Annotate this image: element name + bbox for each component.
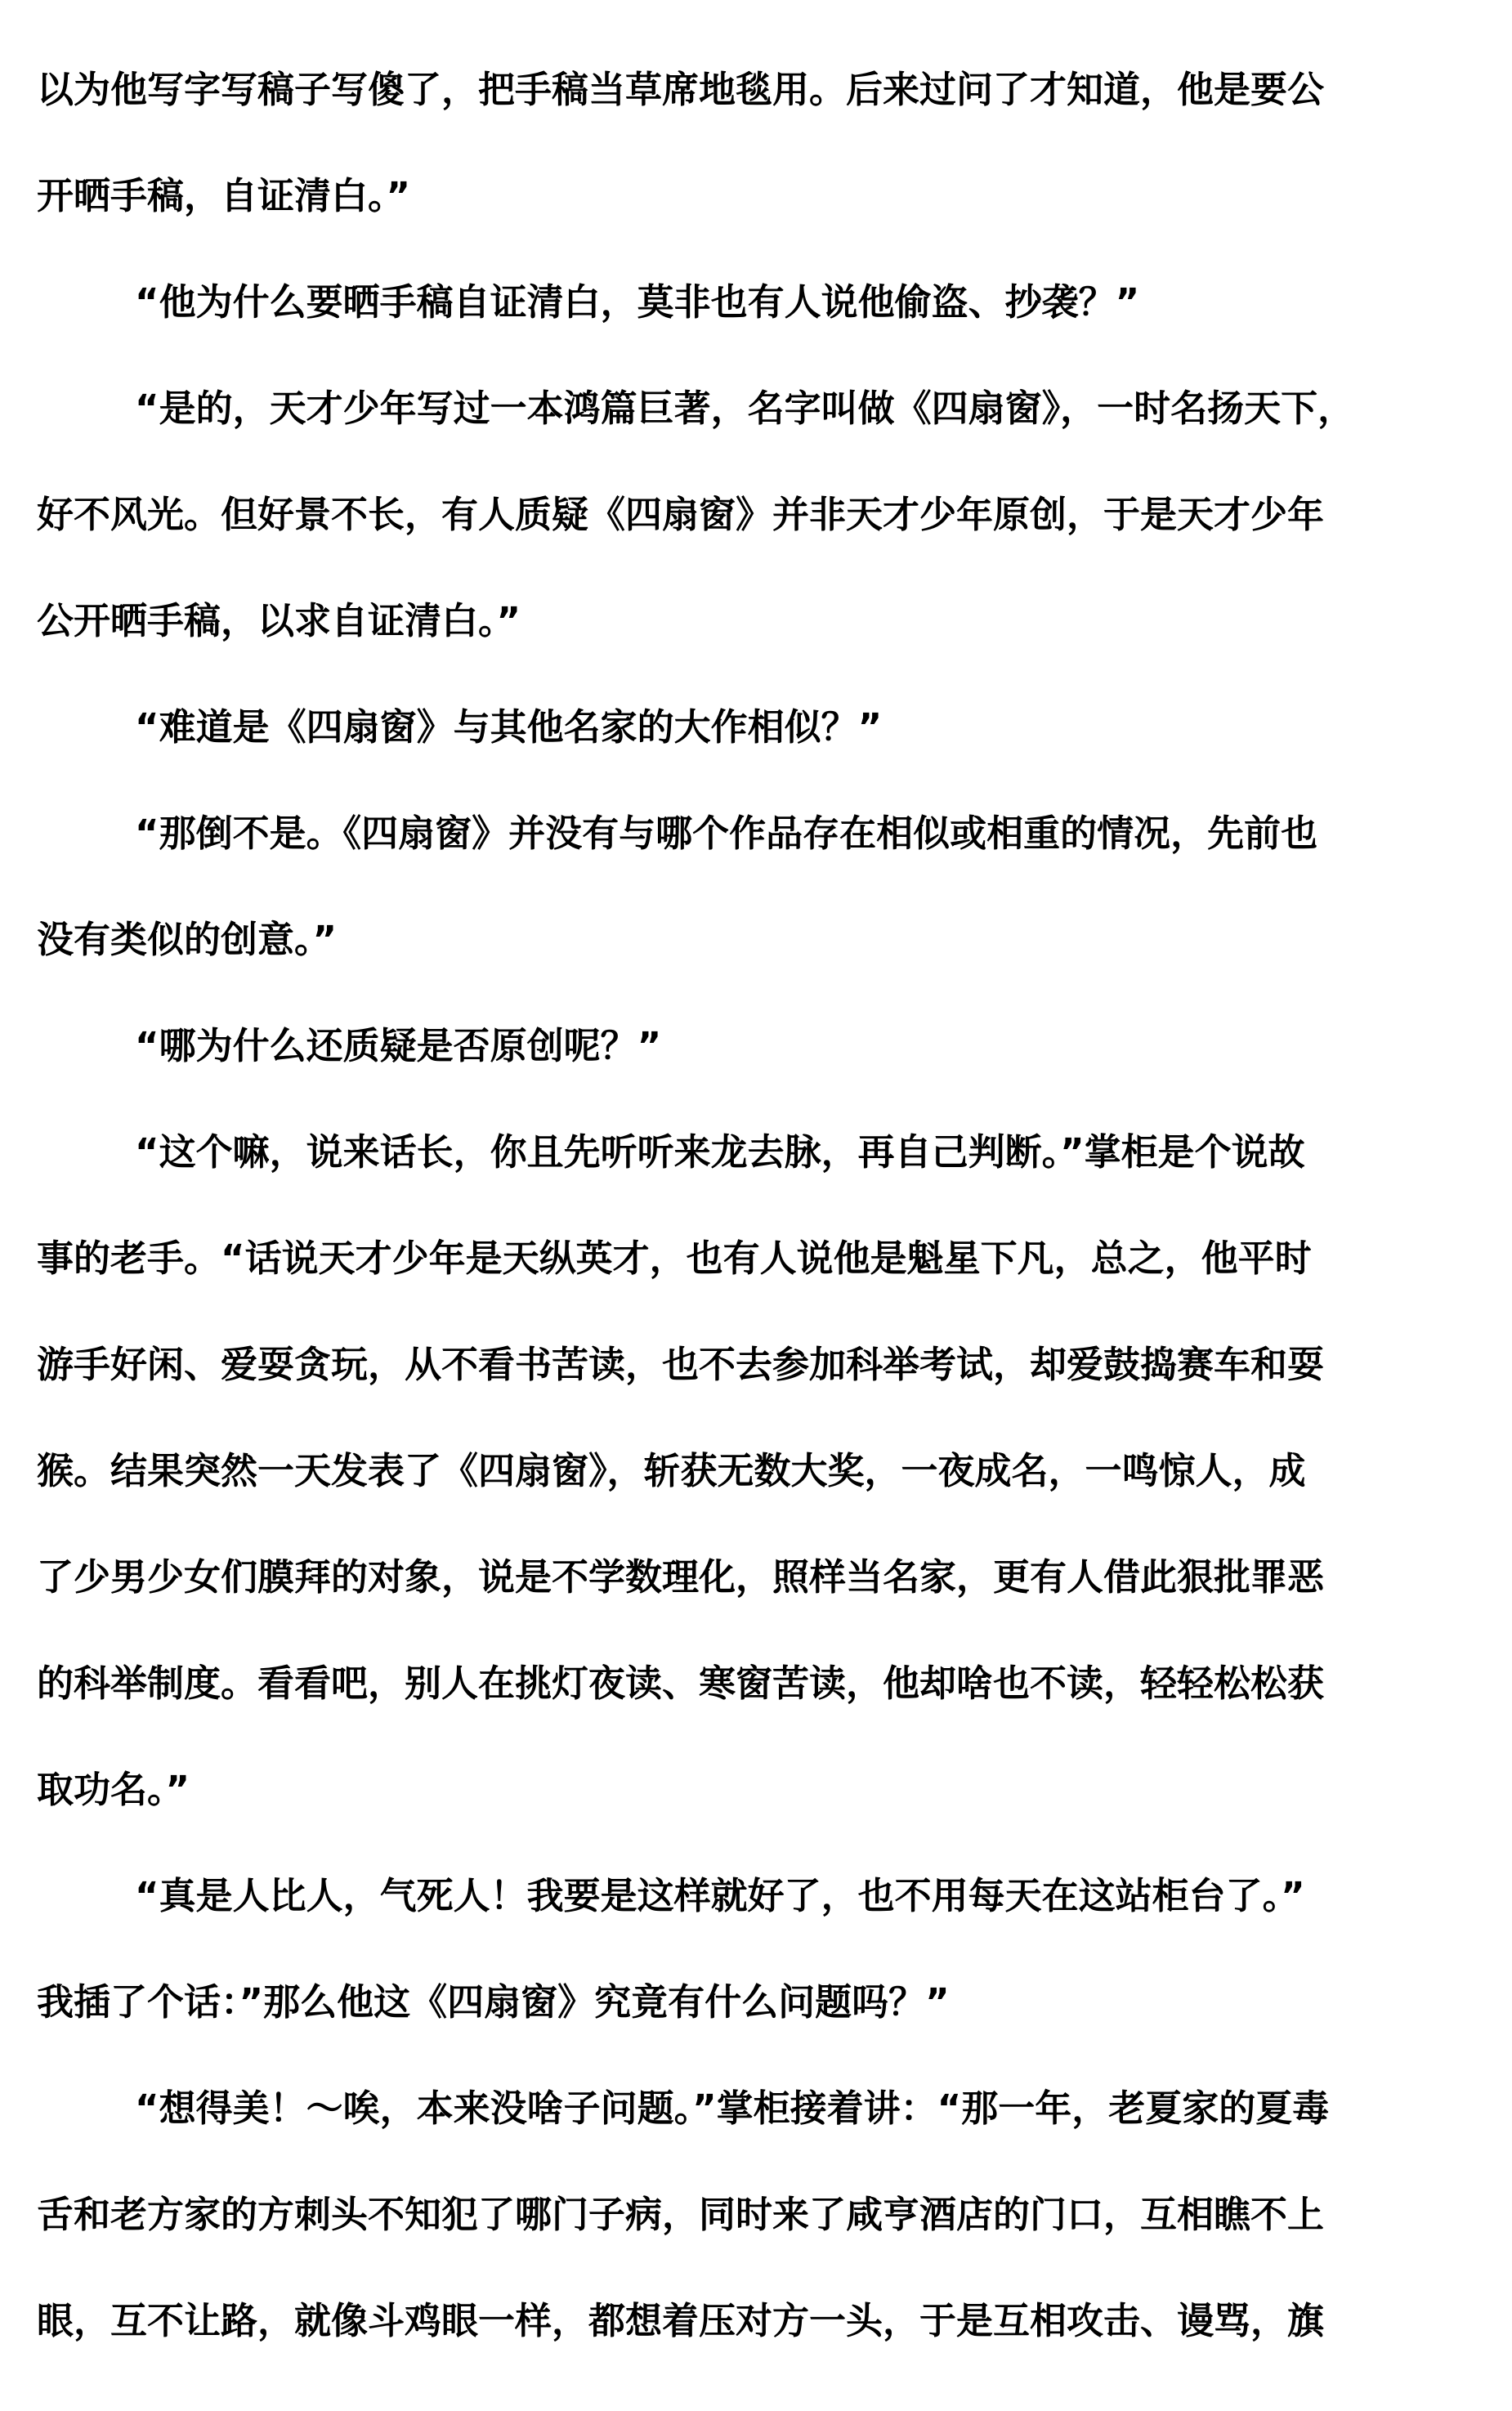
text-line: 游手好闲、爱耍贪玩，从不看书苦读，也不去参加科举考试，却爱鼓捣赛车和耍: [37, 1343, 1325, 1386]
text-line: 好不风光。但好景不长，有人质疑《四扇窗》并非天才少年原创，于是天才少年: [37, 493, 1325, 536]
text-line: “想得美！～唉，本来没啥子问题。”掌柜接着讲：“那一年，老夏家的夏毒: [135, 2087, 1330, 2130]
text-line: “他为什么要晒手稿自证清白，莫非也有人说他偷盗、抄袭？”: [135, 280, 1140, 324]
text-line: 以为他写字写稿子写傻了，把手稿当草席地毯用。后来过问了才知道，他是要公: [37, 68, 1325, 111]
text-line: 猴。结果突然一天发表了《四扇窗》，斩获无数大奖，一夜成名，一鸣惊人，成: [37, 1449, 1306, 1492]
text-line: 开晒手稿，自证清白。”: [37, 174, 411, 217]
text-line: 我插了个话：”那么他这《四扇窗》究竟有什么问题吗？”: [37, 1980, 950, 2024]
text-line: 取功名。”: [37, 1768, 190, 1811]
text-line: 的科举制度。看看吧，别人在挑灯夜读、寒窗苦读，他却啥也不读，轻轻松松获: [37, 1662, 1325, 1705]
text-line: 没有类似的创意。”: [37, 918, 338, 961]
text-line: “那倒不是。《四扇窗》并没有与哪个作品存在相似或相重的情况，先前也: [135, 812, 1318, 855]
text-line: “真是人比人，气死人！我要是这样就好了，也不用每天在这站柜台了。”: [135, 1874, 1305, 1917]
text-line: “这个嘛，说来话长，你且先听听来龙去脉，再自己判断。”掌柜是个说故: [135, 1130, 1305, 1174]
text-line: 了少男少女们膜拜的对象，说是不学数理化，照样当名家，更有人借此狠批罪恶: [37, 1555, 1325, 1599]
text-line: 事的老手。“话说天才少年是天纵英才，也有人说他是魁星下凡，总之，他平时: [37, 1237, 1312, 1280]
text-line: “哪为什么还质疑是否原创呢？”: [135, 1024, 662, 1067]
text-line: 舌和老方家的方刺头不知犯了哪门子病，同时来了咸亨酒店的门口，互相瞧不上: [37, 2193, 1325, 2236]
text-line: 公开晒手稿，以求自证清白。”: [37, 599, 521, 642]
text-line: “是的，天才少年写过一本鸿篇巨著，名字叫做《四扇窗》，一时名扬天下，: [135, 387, 1355, 430]
text-line: “难道是《四扇窗》与其他名家的大作相似？”: [135, 705, 883, 749]
text-line: 眼，互不让路，就像斗鸡眼一样，都想着压对方一头，于是互相攻击、谩骂，旗: [37, 2299, 1325, 2342]
